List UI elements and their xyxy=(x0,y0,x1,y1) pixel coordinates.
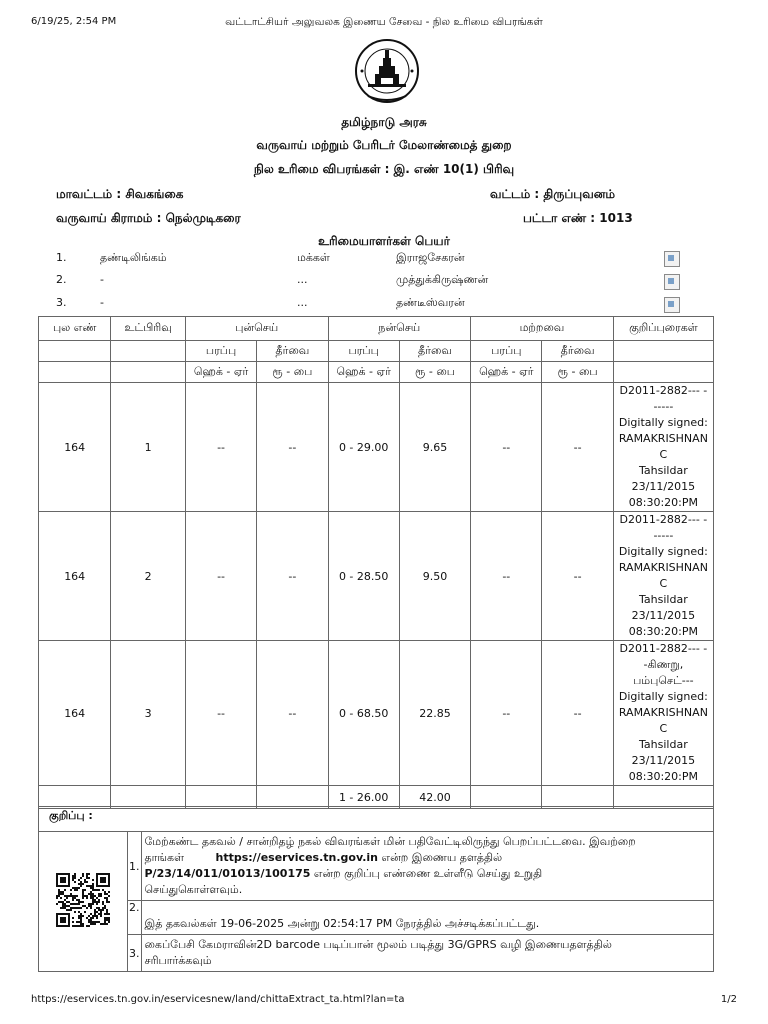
land-details-table xyxy=(38,316,714,809)
nansey-tax-header: தீர்வை xyxy=(399,341,470,362)
taluk-label: வட்டம் : திருப்புவனம் xyxy=(490,187,615,201)
print-datetime: 6/19/25, 2:54 PM xyxy=(31,16,117,27)
subdivision: 1 xyxy=(111,383,186,512)
subdivision: 3 xyxy=(111,641,186,786)
owner-relative: முத்துக்கிருஷ்ணன் xyxy=(396,273,489,286)
table-row xyxy=(39,641,714,786)
other-extent: -- xyxy=(471,641,542,786)
punsey-extent: -- xyxy=(185,383,256,512)
government-name: தமிழ்நாடு அரசு xyxy=(341,115,427,129)
other-extent: -- xyxy=(471,512,542,641)
owner-image-icon xyxy=(664,297,680,313)
page-number: 1/2 xyxy=(720,994,737,1005)
owner-name: - xyxy=(100,273,104,286)
other-tax: -- xyxy=(542,512,613,641)
note-number: 2. xyxy=(128,901,142,935)
col-punsey: புன்செய் xyxy=(185,317,328,341)
owner-number: 2. xyxy=(56,273,67,286)
others-extent-header: பரப்பு xyxy=(471,341,542,362)
nansey-extent-header: பரப்பு xyxy=(328,341,399,362)
owner-relation: ... xyxy=(297,273,308,286)
subdivision: 2 xyxy=(111,512,186,641)
owner-relative: இராஜசேகரன் xyxy=(396,251,465,264)
notes-heading: குறிப்பு : xyxy=(39,807,714,832)
table-subheader-row xyxy=(39,341,714,362)
district-label: மாவட்டம் : சிவகங்கை xyxy=(56,187,184,201)
note-number: 3. xyxy=(128,935,142,972)
reference-code: P/23/14/011/01013/100175 xyxy=(144,867,311,880)
col-nansey: நன்செய் xyxy=(328,317,471,341)
patta-number: பட்டா எண் : 1013 xyxy=(523,211,633,225)
table-row xyxy=(39,512,714,641)
nansey-extent: 0 - 29.00 xyxy=(328,383,399,512)
form-title: நில உரிமை விபரங்கள் : இ. எண் 10(1) பிரிவு xyxy=(253,162,515,176)
owner-name: - xyxy=(100,296,104,309)
owner-number: 1. xyxy=(56,251,67,264)
punsey-tax: -- xyxy=(257,383,328,512)
col-survey-no: புல எண் xyxy=(39,317,111,341)
others-tax-header: தீர்வை xyxy=(542,341,613,362)
punsey-tax-header: தீர்வை xyxy=(257,341,328,362)
note-item: கைப்பேசி கேமராவின்2D barcode படிப்பான் மூலம் படித்து 3G/GPRS வழி இணையதளத்தில் சரிபார்க்கவும் xyxy=(141,935,714,972)
remarks: D2011-2882--- - ----- Digitally signed: RAMAKRISHNAN C Tahsildar 23/11/2015 08:30:20:PM xyxy=(613,512,713,641)
remarks: D2011-2882--- - ----- Digitally signed: RAMAKRISHNAN C Tahsildar 23/11/2015 08:30:20:PM xyxy=(613,383,713,512)
note-item: மேற்கண்ட தகவல் / சான்றிதழ் நகல் விவரங்கள் மின் பதிவேட்டிலிருந்து பெறப்பட்டவை. இவற்றை தாங்கள் https://eservices.tn.gov.in என்ற இணைய தளத்தில் P/23/14/011/01013/100175 என்ற குறிப்பு எண்ணை உள்ளீடு செய்து உறுதி செய்துகொள்ளவும். xyxy=(141,832,714,901)
qr-code-cell xyxy=(39,832,128,972)
department-name: வருவாய் மற்றும் பேரிடர் மேலாண்மைத் துறை xyxy=(256,138,512,152)
other-extent: -- xyxy=(471,383,542,512)
col-remarks: குறிப்புரைகள் xyxy=(613,317,713,341)
survey-no: 164 xyxy=(39,641,111,786)
notes-table xyxy=(38,806,714,972)
nansey-extent: 0 - 68.50 xyxy=(328,641,399,786)
other-tax: -- xyxy=(542,383,613,512)
page-url: https://eservices.tn.gov.in/eservicesnew/land/chittaExtract_ta.html?lan=ta xyxy=(31,994,405,1005)
page-title: வட்டாட்சியர் அலுவலக இணைய சேவை - நில உரிமை விபரங்கள் xyxy=(225,16,543,28)
eservices-link[interactable]: https://eservices.tn.gov.in xyxy=(215,851,379,864)
col-subdivision: உட்பிரிவு xyxy=(111,317,186,341)
unit-extent: ஹெக் - ஏர் xyxy=(328,362,399,383)
table-header-row xyxy=(39,317,714,341)
owner-relation: ... xyxy=(297,296,308,309)
note-item: இத் தகவல்கள் 19-06-2025 அன்று 02:54:17 PM நேரத்தில் அச்சடிக்கப்பட்டது. xyxy=(141,901,714,935)
owner-image-icon xyxy=(664,274,680,290)
unit-extent: ஹெக் - ஏர் xyxy=(471,362,542,383)
unit-tax: ரூ - பை xyxy=(399,362,470,383)
survey-no: 164 xyxy=(39,512,111,641)
nansey-tax: 22.85 xyxy=(399,641,470,786)
remarks: D2011-2882--- - -கிணறு, பம்புசெட்--- Digitally signed: RAMAKRISHNAN C Tahsildar 23/11/2015 08:30:20:PM xyxy=(613,641,713,786)
village-label: வருவாய் கிராமம் : நெல்முடிகரை xyxy=(56,211,241,225)
survey-no: 164 xyxy=(39,383,111,512)
unit-tax: ரூ - பை xyxy=(257,362,328,383)
qr-code-icon xyxy=(56,873,110,927)
nansey-extent: 0 - 28.50 xyxy=(328,512,399,641)
owner-relative: தண்டீஸ்வரன் xyxy=(396,296,465,309)
owner-name: தண்டிலிங்கம் xyxy=(100,251,167,264)
total-nansey-tax: 42.00 xyxy=(399,786,470,809)
owner-number: 3. xyxy=(56,296,67,309)
punsey-tax: -- xyxy=(257,512,328,641)
nansey-tax: 9.65 xyxy=(399,383,470,512)
nansey-tax: 9.50 xyxy=(399,512,470,641)
other-tax: -- xyxy=(542,641,613,786)
total-nansey-extent: 1 - 26.00 xyxy=(328,786,399,809)
unit-extent: ஹெக் - ஏர் xyxy=(185,362,256,383)
punsey-tax: -- xyxy=(257,641,328,786)
owner-relation: மக்கள் xyxy=(297,251,330,264)
owners-title: உரிமையாளர்கள் பெயர் xyxy=(318,234,450,248)
table-units-row xyxy=(39,362,714,383)
owner-image-icon xyxy=(664,251,680,267)
tamil-nadu-emblem-icon xyxy=(354,38,420,108)
table-row xyxy=(39,383,714,512)
note-number: 1. xyxy=(128,832,142,901)
punsey-extent-header: பரப்பு xyxy=(185,341,256,362)
unit-tax: ரூ - பை xyxy=(542,362,613,383)
punsey-extent: -- xyxy=(185,512,256,641)
punsey-extent: -- xyxy=(185,641,256,786)
col-others: மற்றவை xyxy=(471,317,614,341)
